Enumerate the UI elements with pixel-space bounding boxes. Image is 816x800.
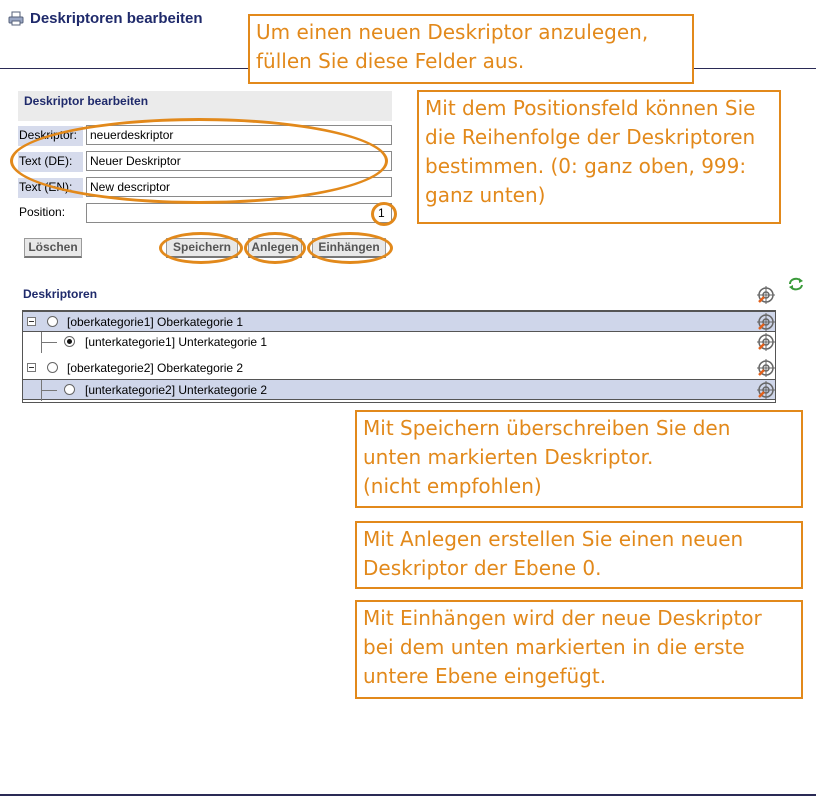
callout-line: Mit Einhängen wird der neue Deskriptor: [363, 606, 762, 630]
tree-root-target-icon[interactable]: [757, 286, 775, 304]
footer-divider: [0, 794, 816, 796]
tree-row-label: [oberkategorie1] Oberkategorie 1: [67, 315, 244, 329]
descriptor-tree: [22, 310, 776, 403]
callout-line: (nicht empfohlen): [363, 474, 542, 498]
label-descriptor: Deskriptor:: [18, 126, 83, 146]
tree-row-label: [unterkategorie2] Unterkategorie 2: [85, 383, 268, 397]
delete-button[interactable]: Löschen: [24, 238, 82, 258]
tree-title: Deskriptoren: [23, 287, 98, 301]
tree-row[interactable]: [23, 358, 775, 379]
label-position: Position:: [19, 205, 66, 219]
form-heading: Deskriptor bearbeiten: [24, 94, 149, 108]
tree-radio-selected[interactable]: [64, 336, 75, 347]
callout-line: Um einen neuen Deskriptor anzulegen,: [256, 20, 649, 44]
callout-save: [355, 410, 803, 508]
target-icon[interactable]: [757, 359, 775, 377]
callout-line: ganz unten): [425, 183, 546, 207]
collapse-icon[interactable]: [27, 317, 36, 326]
callout-line: unten markierten Deskriptor.: [363, 445, 654, 469]
page-title: [8, 10, 203, 27]
callout-attach: [355, 600, 803, 699]
descriptor-input[interactable]: [86, 125, 392, 145]
printer-icon[interactable]: [8, 11, 24, 26]
callout-line: Deskriptor der Ebene 0.: [363, 556, 602, 580]
form-heading-bar: [18, 91, 392, 121]
tree-row[interactable]: [23, 379, 775, 400]
tree-radio[interactable]: [47, 362, 58, 373]
callout-create: [355, 521, 803, 589]
attach-button[interactable]: Einhängen: [312, 238, 386, 258]
label-text-de: Text (DE):: [18, 152, 83, 172]
callout-line: Mit Anlegen erstellen Sie einen neuen: [363, 527, 744, 551]
tree-line: [41, 390, 57, 391]
callout-line: füllen Sie diese Felder aus.: [256, 49, 525, 73]
save-button[interactable]: Speichern: [166, 238, 238, 258]
callout-line: untere Ebene eingefügt.: [363, 664, 607, 688]
callout-line: bestimmen. (0: ganz oben, 999:: [425, 154, 747, 178]
tree-row-label: [unterkategorie1] Unterkategorie 1: [85, 335, 268, 349]
create-button[interactable]: Anlegen: [248, 238, 302, 258]
tree-row-label: [oberkategorie2] Oberkategorie 2: [67, 361, 244, 375]
refresh-icon[interactable]: [787, 277, 805, 291]
text-en-input[interactable]: [86, 177, 392, 197]
position-input[interactable]: [86, 203, 392, 223]
callout-line: die Reihenfolge der Deskriptoren: [425, 125, 756, 149]
target-icon[interactable]: [757, 313, 775, 331]
tree-line: [41, 342, 57, 343]
tree-radio[interactable]: [64, 384, 75, 395]
text-de-input[interactable]: [86, 151, 392, 171]
tree-radio[interactable]: [47, 316, 58, 327]
callout-line: Mit Speichern überschreiben Sie den: [363, 416, 731, 440]
callout-line: bei dem unten markierten in die erste: [363, 635, 745, 659]
collapse-icon[interactable]: [27, 363, 36, 372]
callout-fill-fields: [248, 14, 694, 84]
label-text-en: Text (EN):: [18, 178, 83, 198]
page-title-text: Deskriptoren bearbeiten: [30, 10, 203, 27]
callout-line: Mit dem Positionsfeld können Sie: [425, 96, 756, 120]
target-icon[interactable]: [757, 381, 775, 399]
callout-position: [417, 90, 781, 224]
tree-row[interactable]: [23, 332, 775, 353]
tree-row[interactable]: [23, 311, 775, 332]
position-marker: 1: [378, 206, 385, 220]
target-icon[interactable]: [757, 333, 775, 351]
